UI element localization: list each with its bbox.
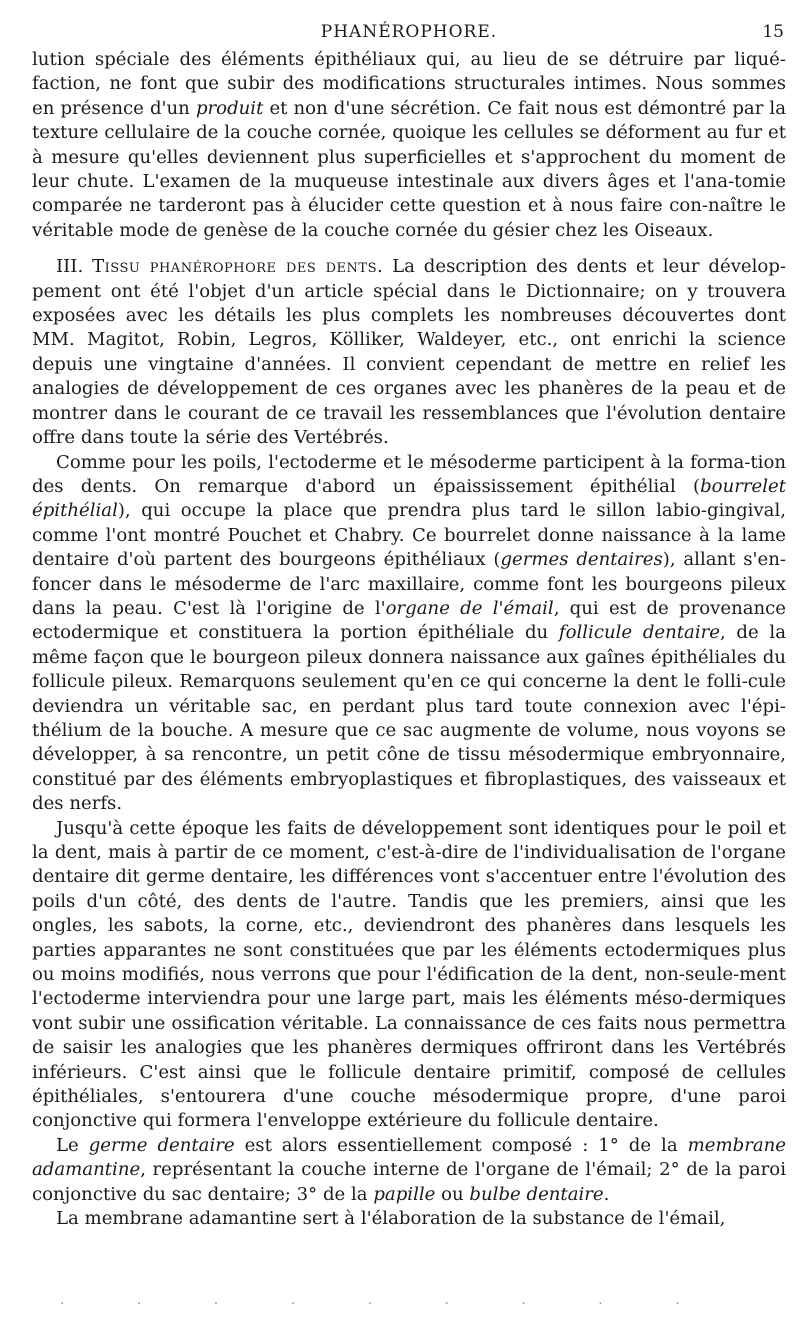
text-run: Le <box>56 1134 89 1156</box>
italic-term: follicule dentaire <box>558 622 720 644</box>
text-run: La membrane adamantine sert à l'élaboration de la substance de l'émail, <box>56 1208 726 1230</box>
running-head-title: PHANÉROPHORE. <box>320 22 498 42</box>
text-run: Comme pour les poils, l'ectoderme et le mésoderme participent à la forma-tion des dents. On remarque d'abord un épaississement épithélial ( <box>32 451 786 497</box>
italic-term: organe de l'émail <box>385 597 554 619</box>
document-page <box>32 22 786 1232</box>
text-run: ou <box>435 1183 470 1205</box>
text-run: ), allant s'en-foncer dans le mésoderme de l'arc maxillaire, comme font les bourgeons pileux dans la peau. C'est là l'origine de l' <box>32 549 786 619</box>
paragraph-germe-dentaire <box>32 1134 786 1207</box>
paragraph-membrane-adamantine <box>32 1207 786 1231</box>
text-run: lution spéciale des éléments épithéliaux qui, au lieu de se détruire par liqué-faction, ne font que subir des modifications structurales intimes. Nous sommes en présence d'un <box>32 49 786 119</box>
italic-term: bulbe dentaire <box>469 1183 604 1205</box>
text-run: , qui est de provenance ectodermique et constituera la portion épithéliale du <box>32 597 786 644</box>
text-run: ), qui occupe la place que prendra plus tard le sillon labio-gingival, comme l'ont montré Pouchet et Chabry. Ce bourrelet donne naissance à la lame dentaire d'où partent des bourgeons épithéliaux ( <box>32 500 786 571</box>
section-number: III. <box>56 256 93 278</box>
italic-term: membrane adamantine <box>32 1134 786 1181</box>
print-artifact-dots: . . . . . . . . . <box>60 1292 714 1308</box>
italic-term: papille <box>373 1183 436 1205</box>
text-run: . <box>603 1183 610 1205</box>
italic-term: germe dentaire <box>88 1134 235 1156</box>
paragraph-differences <box>32 817 786 1134</box>
text-run: Jusqu'à cette époque les faits de développement sont identiques pour le poil et la dent, mais à partir de ce moment, c'est-à-dire de l'individualisation de l'organe dentaire dit germe dentaire, les différences vont s'accentuer entre l'évolution des poils d'un côté, des dents de l'autre. Tandis que les premiers, ainsi que les ongles, les sabots, la corne, etc., deviendront des phanères dans lesquels les parties apparantes ne sont constituées que par les éléments ectodermiques plus ou moins modifiés, nous verrons que pour l'édification de la dent, non-seule-ment l'ectoderme interviendra pour une large part, mais les éléments méso-dermiques vont subir une ossification véritable. La connaissance de ces faits nous permettra de saisir les analogies que les phanères dermiques offriront dans les Vertébrés inférieurs. C'est ainsi que le follicule dentaire primitif, composé de cellules épithéliales, s'entourera d'une couche mésodermique propre, d'une paroi conjonctive qui formera l'enveloppe extérieure du follicule dentaire. <box>32 817 786 1132</box>
text-run: , représentant la couche interne de l'organe de l'émail; 2° de la paroi conjonctive du sac dentaire; 3° de la <box>32 1159 786 1205</box>
text-run: , de la même façon que le bourgeon pileux donnera naissance aux gaînes épithéliales du follicule pileux. Remarquons seulement qu'en ce qui concerne la dent le folli-cule deviendra un véritable sac, en perdant plus tard toute connexion avec l'épi-thélium de la bouche. A mesure que ce sac augmente de volume, nous voyons se développer, à sa rencontre, un petit cône de tissu mésodermique embryonnaire, constitué par des éléments embryoplastiques et fibroplastiques, des vaisseaux et des nerfs. <box>32 622 786 815</box>
italic-term: germes dentaires <box>500 549 663 571</box>
text-run: est alors essentiellement composé : 1° de la <box>234 1134 688 1156</box>
running-head <box>32 22 786 48</box>
italic-term: bourrelet épithélial <box>32 475 786 522</box>
section-heading: Tissu phanérophore des dents. <box>92 256 384 278</box>
page-number: 15 <box>762 22 784 42</box>
paragraph-continuation <box>32 48 786 243</box>
paragraph-development <box>32 451 786 817</box>
text-run: et non d'une sécrétion. Ce fait nous est démontré par la texture cellulaire de la couche cornée, quoique les cellules se déforment au fur et à mesure qu'elles deviennent plus superficielles et s'approchent du moment de leur chute. L'examen de la muqueuse intestinale aux divers âges et l'ana-tomie comparée ne tarderont pas à élucider cette question et à nous faire con-naître le véritable mode de genèse de la couche cornée du gésier chez les Oiseaux. <box>32 97 787 241</box>
text-run: La description des dents et leur dévelop-pement ont été l'objet d'un article spécial dans le Dictionnaire; on y trouvera exposées avec les détails les plus complets les nombreuses découvertes dont MM. Magitot, Robin, Legros, Kölliker, Waldeyer, etc., ont enrichi la science depuis une vingtaine d'années. Il convient cependant de mettre en relief les analogies de développement de ces organes avec les phanères de la peau et de montrer dans le courant de ce travail les ressemblances que l'évolution dentaire offre dans toute la série des Vertébrés. <box>32 256 787 449</box>
paragraph-section-iii <box>32 255 786 450</box>
italic-term: produit <box>195 97 264 119</box>
